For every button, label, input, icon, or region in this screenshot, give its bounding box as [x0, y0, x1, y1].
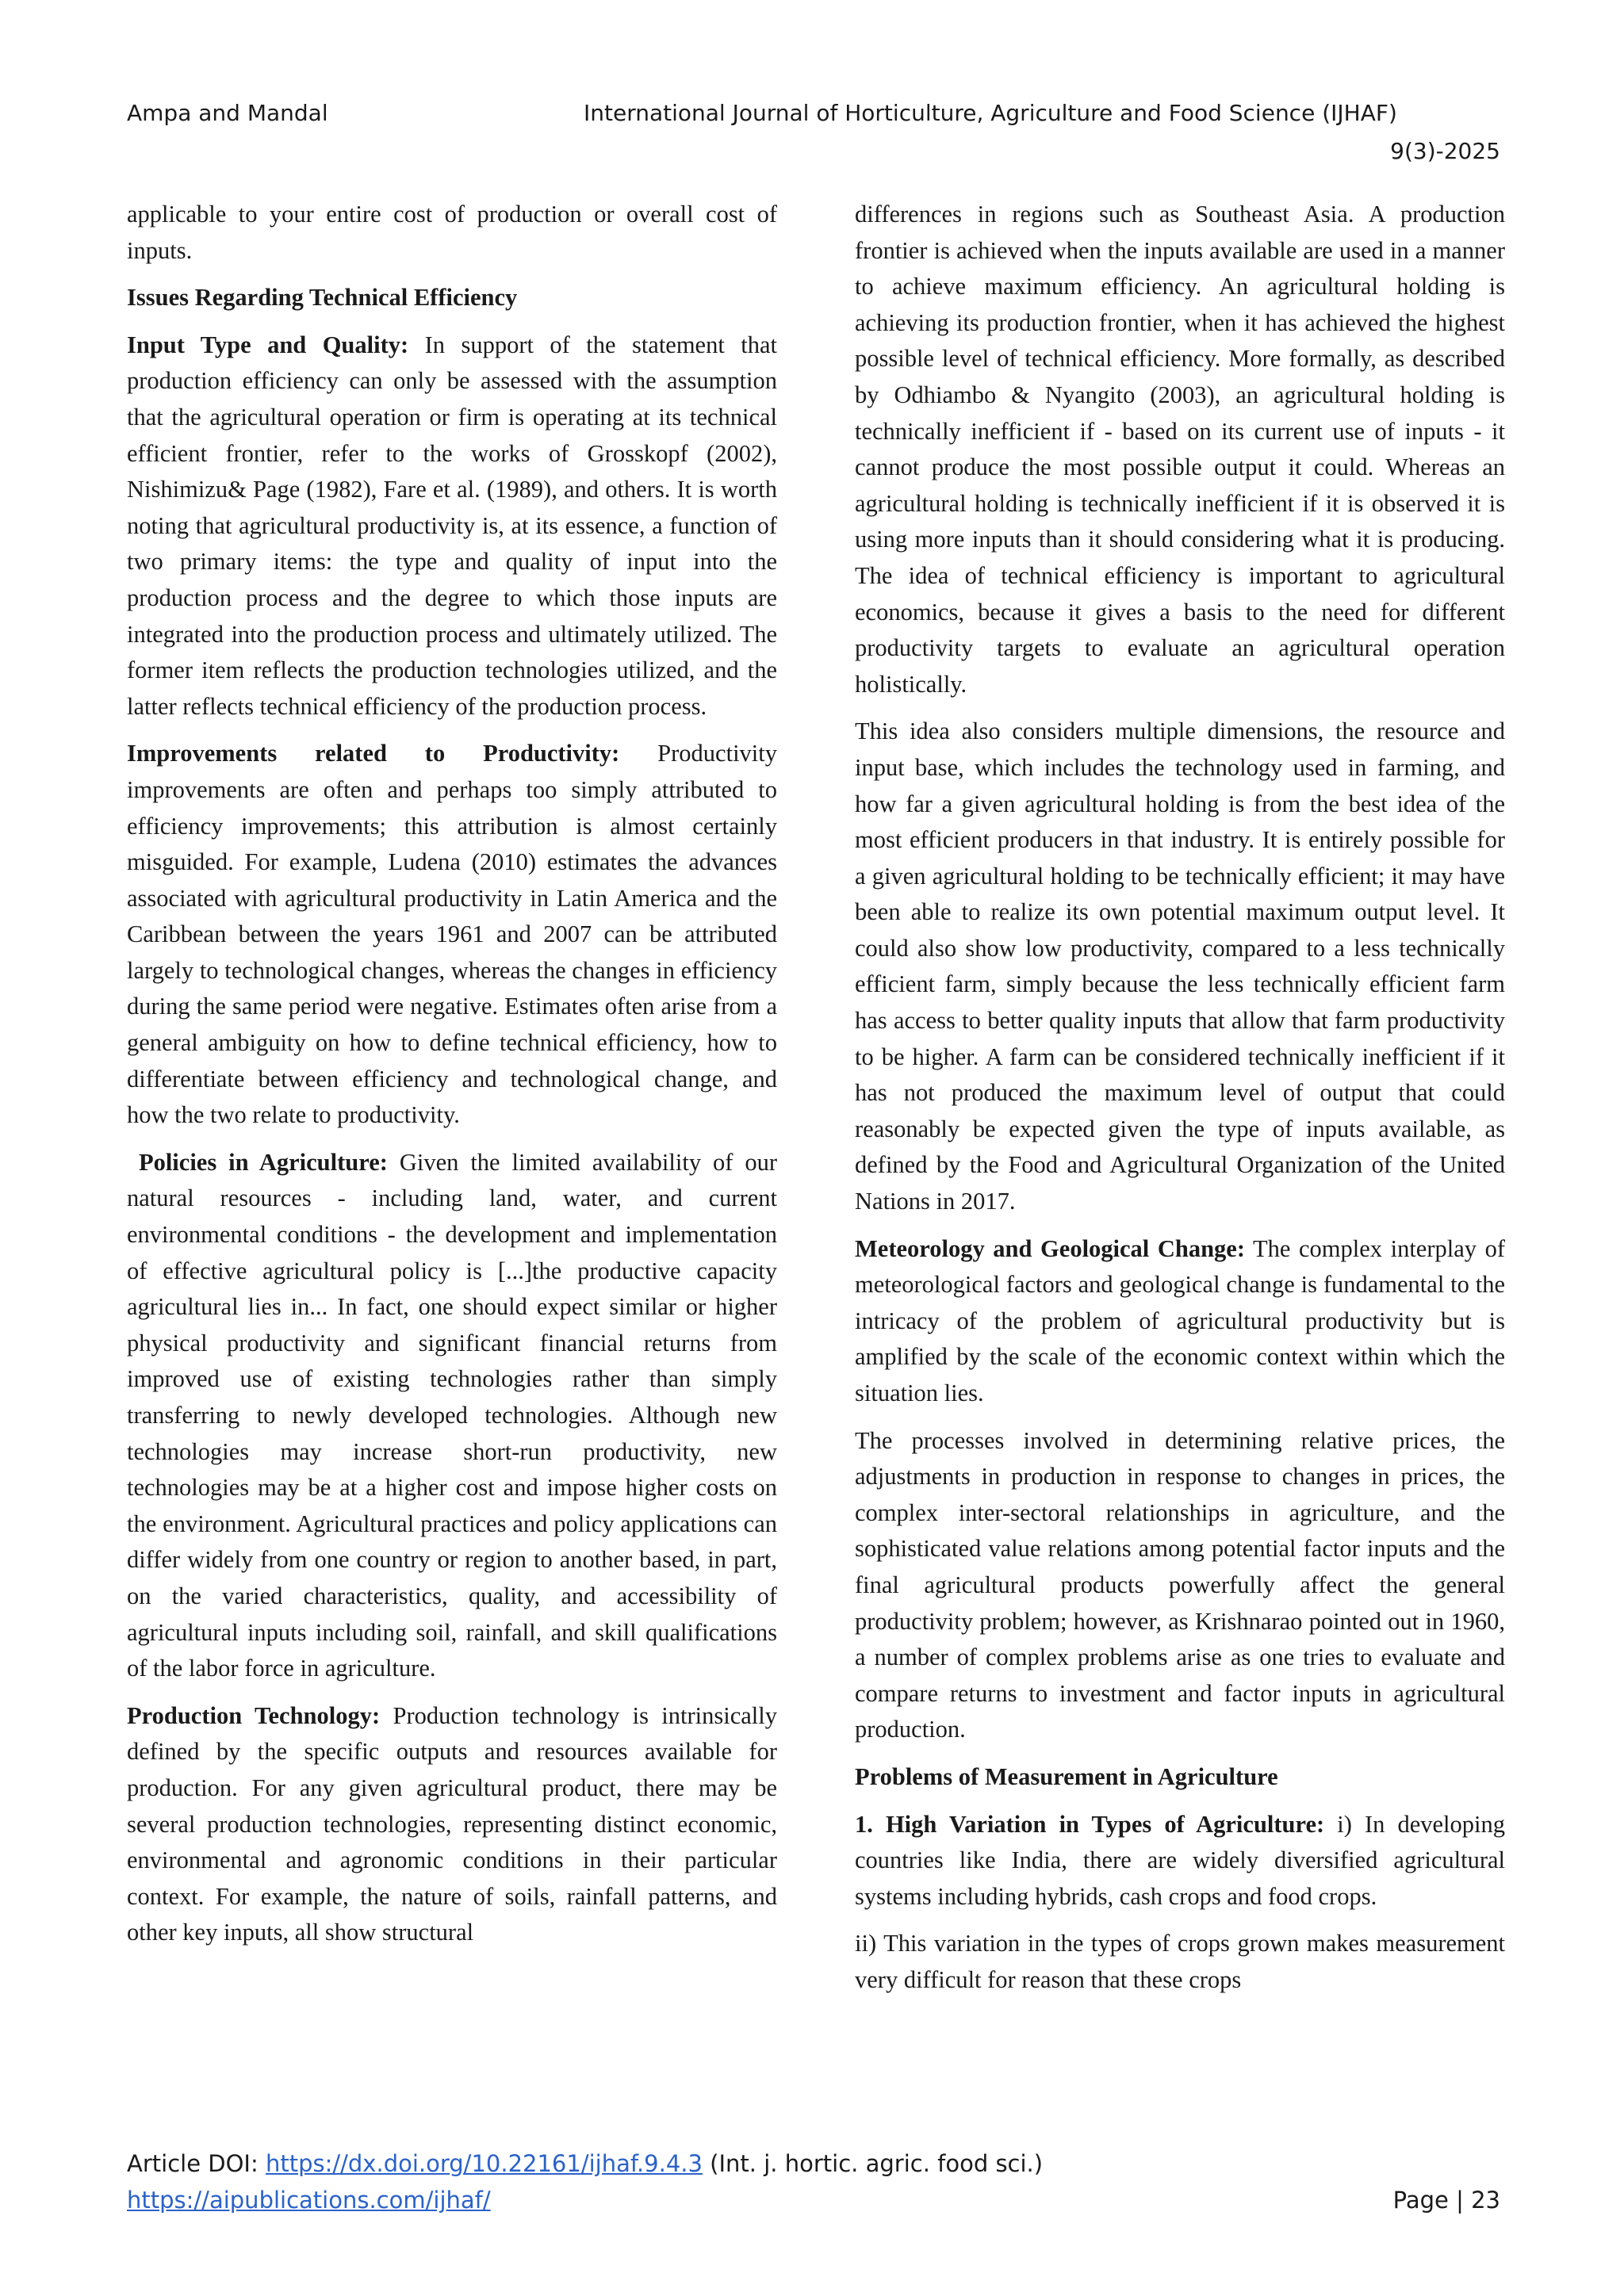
- paragraph-input-type-text: In support of the statement that production efficiency can only be assessed with the assumption that the agricultural operation or firm is operating at its technical efficient frontier, refer to the works of Grosskopf (2002), Nishimizu& Page (1982), Fare et al. (1989), and others. It is worth noting that agricultural productivity is, at its essence, a function of two primary items: the type and quality of input into the production process and the degree to which those inputs are integrated into the production process and ultimately utilized. The former item reflects the production technologies utilized, and the latter reflects technical efficiency of the production process.: [127, 331, 777, 720]
- section-heading-measurement-problems: Problems of Measurement in Agriculture: [855, 1762, 1278, 1790]
- paragraph-production-frontier: differences in regions such as Southeast Asia. A production frontier is achieved when the inputs available are used in a manner to achieve maximum efficiency. An agricultural holding is achieving its production frontier, when it has achieved the highest possible level of technical efficiency. More formally, as described by Odhiambo & Nyangito (2003), an agricultural holding is technically inefficient if - based on its current use of inputs - it cannot produce the most possible output it could. Whereas an agricultural holding is technically inefficient if it is observed it is using more inputs than it should considering what it is producing. The idea of technical efficiency is important to agricultural economics, because it gives a basis to the need for different productivity targets to evaluate an agricultural operation holistically.: [855, 201, 1505, 698]
- paragraph-policies-text: Given the limited availability of our natural resources - including land, water, and current environmental conditions - the development and implementation of effective agricultural policy is [...]the productive capacity agricultural lies in... In fact, one should expect similar or higher physical productivity and significant financial returns from improved use of existing technologies rather than simply transferring to newly developed technologies. Although new technologies may increase short-run productivity, new technologies may be at a higher cost and impose higher costs on the environment. Agricultural practices and policy applications can differ widely from one country or region to another based, in part, on the varied characteristics, quality, and accessibility of agricultural inputs including soil, rainfall, and skill qualifications of the labor force in agriculture.: [127, 1148, 778, 1682]
- right-column: [855, 197, 1505, 2010]
- footer-site-line: [127, 2187, 491, 2214]
- journal-site-link[interactable]: https://aipublications.com/ijhaf/: [127, 2187, 491, 2214]
- paragraph-improvements: [127, 736, 777, 1134]
- paragraph-meteorology: [855, 1231, 1505, 1412]
- subheading-production-technology: Production Technology:: [127, 1701, 381, 1729]
- paragraph-crop-variation: ii) This variation in the types of crops grown makes measurement very difficult for reason that these crops: [855, 1930, 1505, 1993]
- paragraph-cost-of-inputs: applicable to your entire cost of production or overall cost of inputs.: [127, 201, 777, 264]
- paragraph-policies: [127, 1145, 777, 1687]
- page-number: Page | 23: [1392, 2187, 1500, 2214]
- paragraph-meteorology-text: The complex interplay of meteorological factors and geological change is fundamental to the intricacy of the problem of agricultural productivity but is amplified by the scale of the economic context within which the situation lies.: [855, 1234, 1505, 1406]
- paragraph-relative-prices: The processes involved in determining relative prices, the adjustments in production in response to changes in prices, the complex inter-sectoral relationships in agriculture, and the sophisticated value relations among potential factor inputs and the final agricultural products powerfully affect the general productivity problem; however, as Krishnarao pointed out in 1960, a number of complex problems arise as one tries to evaluate and compare returns to investment and factor inputs in agricultural production.: [855, 1426, 1505, 1743]
- footer-journal-abbrev: (Int. j. hortic. agric. food sci.): [702, 2150, 1044, 2177]
- subheading-meteorology: Meteorology and Geological Change:: [855, 1234, 1245, 1262]
- running-header: [0, 0, 1624, 174]
- paragraph-production-technology-text: Production technology is intrinsically defined by the specific outputs and resources available for production. For any given agricultural product, there may be several production technologies, representing distinct economic, environmental and agronomic conditions in their particular context. For example, the nature of soils, rainfall patterns, and other key inputs, all show structural: [127, 1701, 777, 1946]
- paragraph-production-technology: [127, 1698, 777, 1951]
- paragraph-high-variation-text: i) In developing countries like India, there are widely diversified agricultural systems including hybrids, cash crops and food crops.: [855, 1810, 1505, 1910]
- subheading-policies: Policies in Agriculture:: [138, 1148, 388, 1176]
- footer-doi-line: [127, 2150, 1043, 2177]
- header-journal-title: International Journal of Horticulture, Agriculture and Food Science (IJHAF): [584, 100, 1397, 126]
- header-authors: Ampa and Mandal: [127, 100, 328, 126]
- paragraph-improvements-text: Productivity improvements are often and perhaps too simply attributed to efficiency improvements; this attribution is almost certainly misguided. For example, Ludena (2010) estimates the advances associated with agricultural productivity in Latin America and the Caribbean between the years 1961 and 2007 can be attributed largely to technological changes, whereas the changes in efficiency during the same period were negative. Estimates often arise from a general ambiguity on how to define technical efficiency, how to differentiate between efficiency and technological change, and how the two relate to productivity.: [127, 740, 777, 1129]
- section-heading-technical-efficiency: Issues Regarding Technical Efficiency: [127, 284, 518, 312]
- paragraph-multiple-dimensions: This idea also considers multiple dimensions, the resource and input base, which includes the technology used in farming, and how far a given agricultural holding is from the best idea of the most efficient producers in that industry. It is entirely possible for a given agricultural holding to be technically efficient; it may have been able to realize its own potential maximum output level. It could also show low productivity, compared to a less technically efficient farm, simply because the less technically efficient farm has access to better quality inputs that allow that farm productivity to be higher. A farm can be considered technically inefficient if it has not produced the maximum level of output that could reasonably be expected given the type of inputs available, as defined by the Food and Agricultural Organization of the United Nations in 2017.: [855, 718, 1505, 1215]
- subheading-high-variation: 1. High Variation in Types of Agriculture:: [855, 1810, 1325, 1838]
- left-column: [127, 197, 777, 1962]
- paragraph-high-variation: [855, 1807, 1505, 1915]
- doi-link[interactable]: https://dx.doi.org/10.22161/ijhaf.9.4.3: [265, 2150, 703, 2177]
- subheading-input-type: Input Type and Quality:: [127, 331, 409, 358]
- header-volume-issue: 9(3)-2025: [1390, 138, 1500, 164]
- subheading-improvements: Improvements related to Productivity:: [127, 740, 620, 767]
- footer-doi-label: Article DOI:: [127, 2150, 266, 2177]
- paragraph-input-type: [127, 327, 777, 725]
